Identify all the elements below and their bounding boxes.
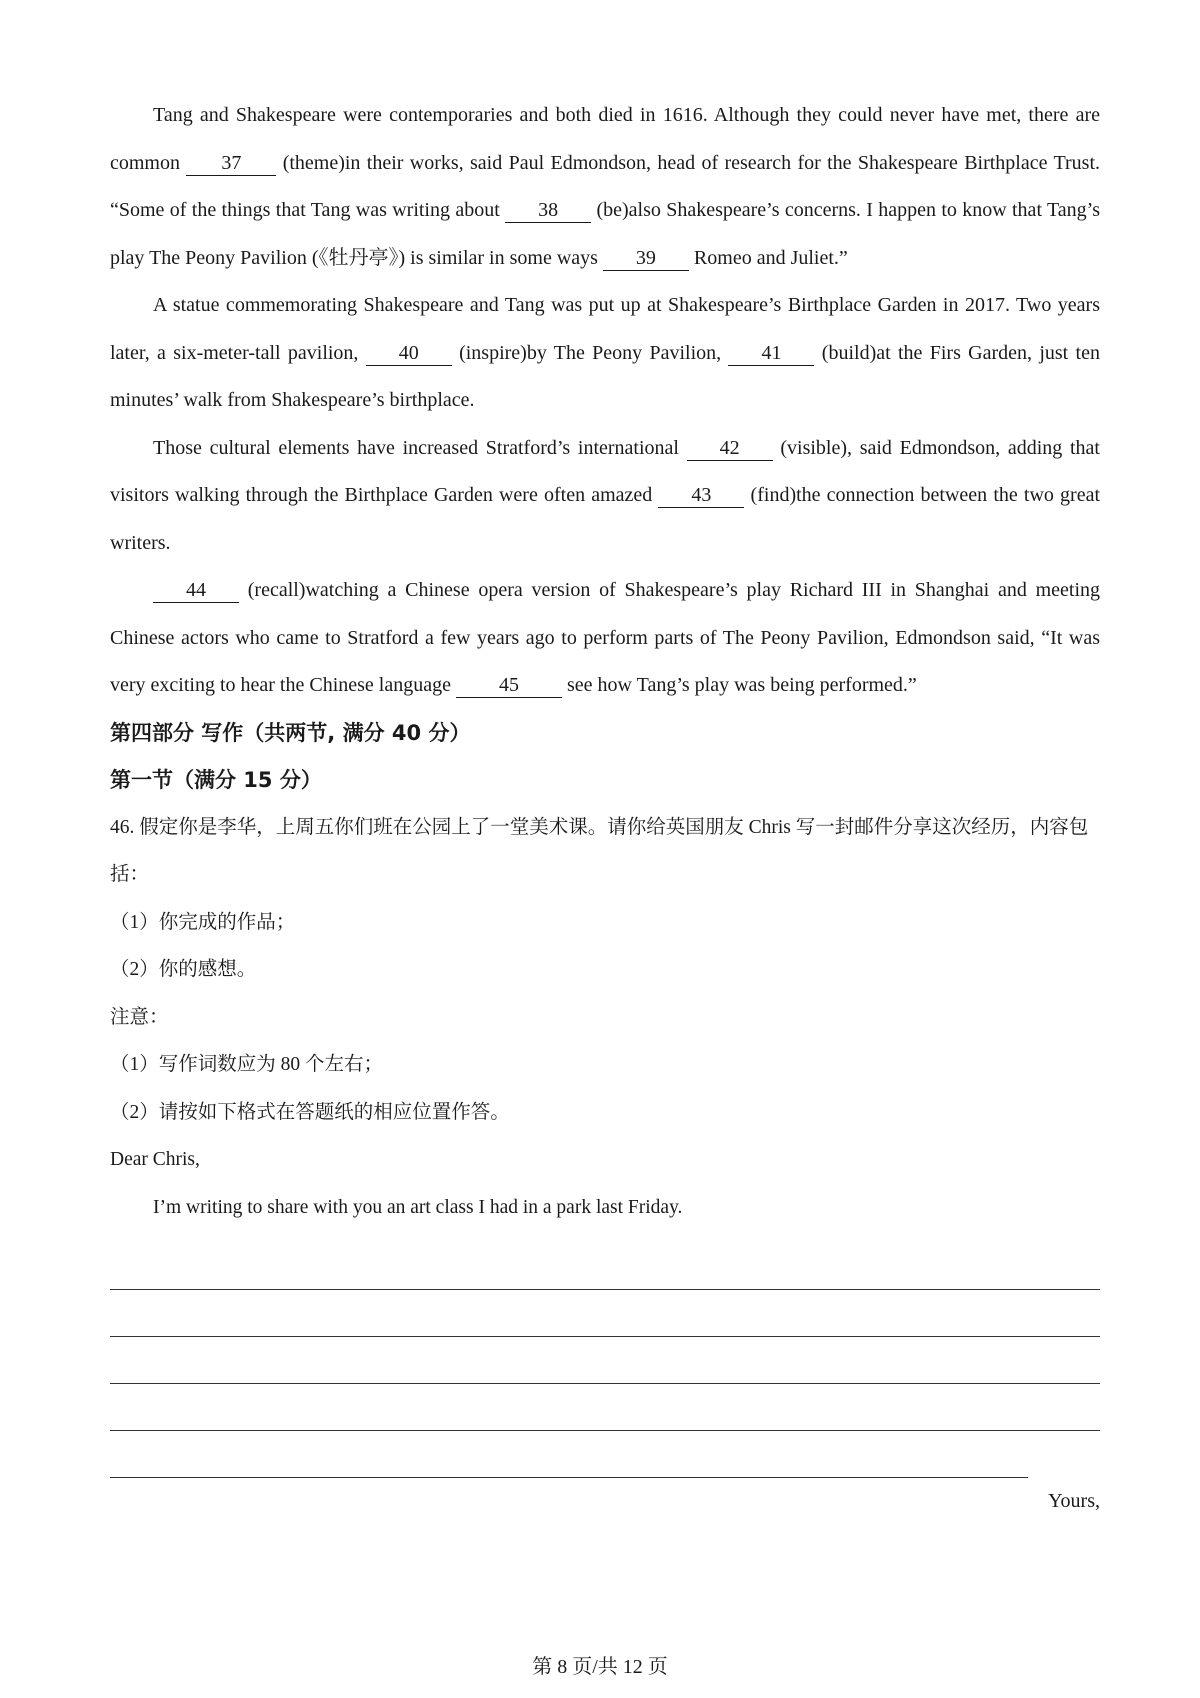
blank-44[interactable]: 44 [153, 578, 239, 603]
blank-38[interactable]: 38 [505, 198, 591, 223]
answer-line[interactable] [110, 1384, 1100, 1431]
answer-line[interactable] [110, 1290, 1100, 1337]
salutation: Dear Chris, [110, 1149, 200, 1170]
part-heading: 第四部分 写作（共两节, 满分 40 分） [110, 720, 471, 745]
reading-paragraph-4: 44 (recall)watching a Chinese opera version of Shakespeare’s play Richard III in Shanghai and meeting Chinese actors who came to Stratford a few years ago to perform parts of The Peony Pavilion, Edmondson said, “It was very exciting to hear the Chinese language 45 see how Tang’s play was being performed.” [110, 579, 1100, 696]
prompt-item-1: （1）你完成的作品； [110, 911, 296, 933]
page-content [110, 92, 1100, 1525]
writing-prompt: 46. 假定你是李华，上周五你们班在公园上了一堂美术课。请你给英国朋友 Chris 写一封邮件分享这次经历，内容包括： [110, 816, 1089, 885]
note-label: 注意： [110, 1006, 169, 1028]
reading-paragraph-3: Those cultural elements have increased Stratford’s international 42 (visible), said Edmondson, adding that visitors walking through the Birthplace Garden were often amazed 43 (find)the connection between the two great writers. [110, 436, 1101, 554]
answer-lines [110, 1243, 1100, 1478]
blank-42[interactable]: 42 [687, 436, 773, 461]
blank-41[interactable]: 41 [728, 341, 814, 366]
section-heading: 第一节（满分 15 分） [110, 767, 322, 792]
letter-opening: I’m writing to share with you an art class I had in a park last Friday. [153, 1196, 683, 1218]
blank-45[interactable]: 45 [456, 673, 562, 698]
reading-paragraph-1: Tang and Shakespeare were contemporaries and both died in 1616. Although they could never have met, there are common 37 (theme)in their works, said Paul Edmondson, head of research for the Shakespeare Birthplace Trust. “Some of the things that Tang was writing about 38 (be)also Shakespeare’s concerns. I happen to know that Tang’s play The Peony Pavilion (《牡丹亭》) is similar in some ways 39 Romeo and Juliet.” [110, 104, 1101, 269]
answer-line[interactable] [110, 1431, 1028, 1478]
signoff: Yours, [1048, 1490, 1100, 1512]
blank-39[interactable]: 39 [603, 246, 689, 271]
answer-line[interactable] [110, 1337, 1100, 1384]
prompt-item-2: （2）你的感想。 [110, 959, 257, 980]
note-2: （2）请按如下格式在答题纸的相应位置作答。 [110, 1101, 510, 1123]
blank-37[interactable]: 37 [186, 151, 276, 176]
page-number: 第 8 页/共 12 页 [532, 1656, 668, 1678]
note-1: （1）写作词数应为 80 个左右； [110, 1054, 384, 1075]
blank-43[interactable]: 43 [658, 483, 744, 508]
reading-paragraph-2: A statue commemorating Shakespeare and Tang was put up at Shakespeare’s Birthplace Garden in 2017. Two years later, a six-meter-tall pavilion, 40 (inspire)by The Peony Pavilion, 41 (build)at the Firs Garden, just ten minutes’ walk from Shakespeare’s birthplace. [110, 294, 1100, 411]
blank-40[interactable]: 40 [366, 341, 452, 366]
answer-line[interactable] [110, 1243, 1100, 1290]
